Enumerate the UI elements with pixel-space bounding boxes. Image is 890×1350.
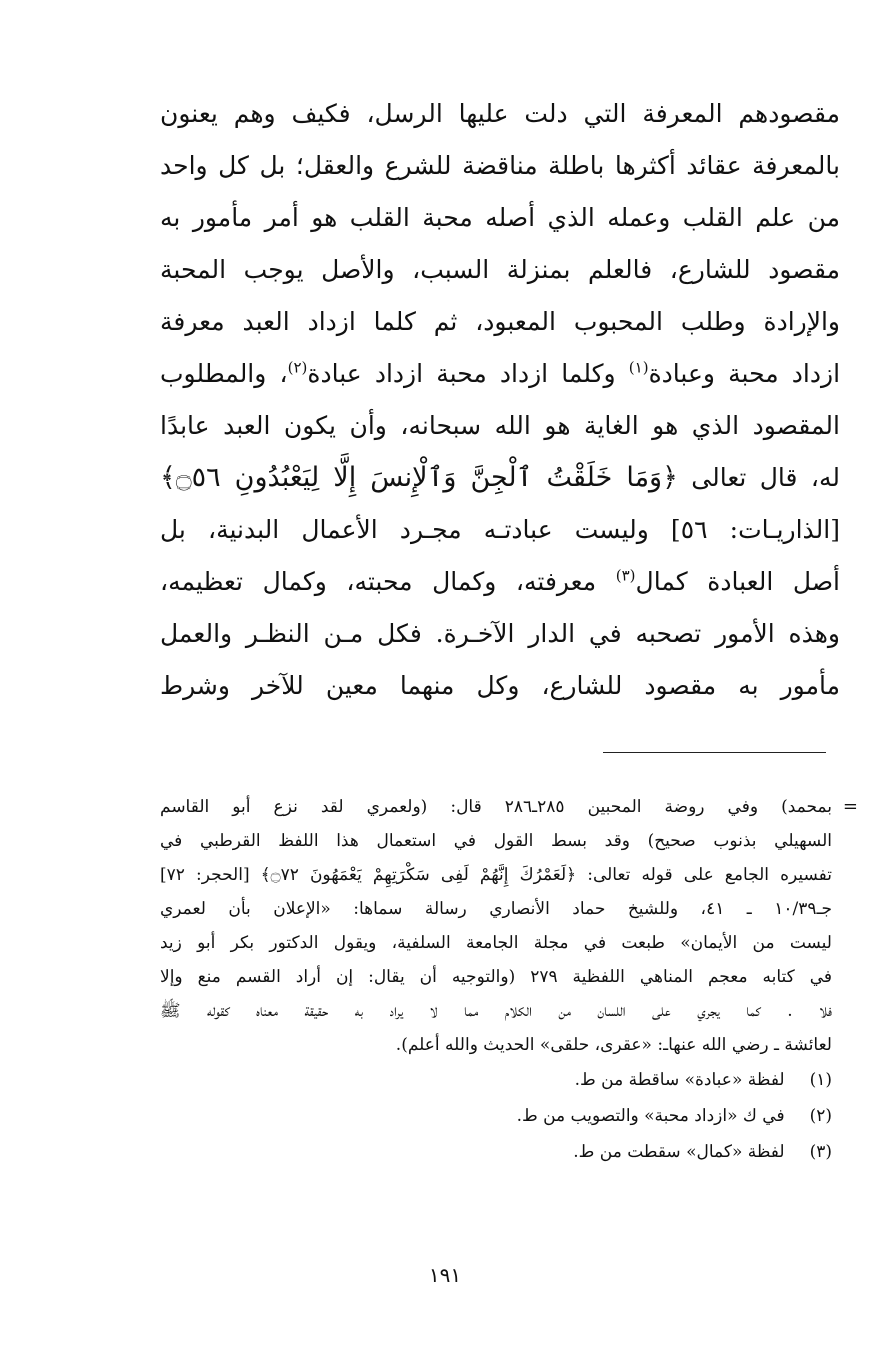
footnote-line: بمحمد) وفي روضة المحبين ٢٨٥ـ٢٨٦ قال: (ولعمري لقد نزع أبو القاسم [160, 797, 832, 817]
main-text-line [160, 452, 840, 504]
main-text-line: مقصودهم المعرفة التي دلت عليها الرسل، فكيف وهم يعنون [160, 99, 840, 128]
footnote-number: (٣) [809, 1142, 832, 1162]
main-text-block [160, 88, 840, 712]
footnote-item [160, 1098, 832, 1134]
footnote-text: لفظة «كمال» سقطت من ط. [573, 1142, 785, 1162]
footnote-text: في ك «ازداد محبة» والتصويب من ط. [516, 1106, 785, 1126]
footnote-item [160, 1134, 832, 1170]
footnote-number: (٢) [809, 1106, 832, 1126]
footnote-line: السهيلي بذنوب صحيح) وقد بسط القول في استعمال هذا اللفظ القرطبي في [160, 831, 832, 851]
footnote-line: ليست من الأيمان» طبعت في مجلة الجامعة السلفية، ويقول الدكتور بكر أبو زيد [160, 933, 832, 953]
footnote-line: في كتابه معجم المناهي اللفظية ٢٧٩ (والتوجيه أن يقال: إن أراد القسم منع وإلا [160, 967, 832, 987]
main-text-line: المقصود الذي هو الغاية هو الله سبحانه، وأن يكون العبد عابدًا [160, 411, 840, 440]
main-text-line: [الذاريـات: ٥٦] وليست عبادتـه مجـرد الأعمال البدنية، بل [160, 515, 840, 544]
footnote-marker[interactable]: (١) [628, 358, 649, 377]
footnote-line: تفسيره الجامع على قوله تعالى: ﴿لَعَمْرُكَ إِنَّهُمْ لَفِى سَكْرَتِهِمْ يَعْمَهُونَ ۝٧٢﴾ [الحجر: ٧٢] [160, 865, 832, 885]
footnote-text: لفظة «عبادة» ساقطة من ط. [574, 1070, 785, 1090]
main-text-line [160, 348, 840, 400]
text-segment: ، والمطلوب [160, 359, 288, 388]
footnote-item [160, 1062, 832, 1098]
footnote-line: فلا . كما يجري على اللسان من الكلام مما لا يراد به حقيقة معناه كقوله ﷺ [160, 1001, 832, 1021]
main-text-line: وهذه الأمور تصحبه في الدار الآخـرة. فكل مـن النظـر والعمل [160, 619, 840, 648]
text-segment: ازداد محبة وعبادة [648, 359, 840, 388]
footnote-marker[interactable]: (٣) [615, 566, 636, 585]
footnote-line: لعائشة ـ رضي الله عنهاـ: «عقرى، حلقى» الحديث والله أعلم). [395, 1035, 832, 1055]
text-segment: معرفته، وكمال محبته، وكمال تعظيمه، [160, 567, 616, 596]
footnotes-block [160, 790, 858, 1170]
main-text-line [160, 556, 840, 608]
main-text-line: والإرادة وطلب المحبوب المعبود، ثم كلما ازداد العبد معرفة [160, 307, 840, 336]
footnote-separator [603, 752, 826, 753]
footnote-marker[interactable]: (٢) [287, 358, 308, 377]
main-text-line: مقصود للشارع، فالعلم بمنزلة السبب، والأصل يوجب المحبة [160, 255, 840, 284]
main-text-line: من علم القلب وعمله الذي أصله محبة القلب هو أمر مأمور به [160, 203, 840, 232]
text-segment: أصل العبادة كمال [635, 567, 840, 596]
footnote-line: جـ١٠/٣٩ ـ ٤١، وللشيخ حماد الأنصاري رسالة سماها: «الإعلان بأن لعمري [160, 899, 832, 919]
text-segment: وكلما ازداد محبة ازداد عبادة [307, 359, 629, 388]
main-text-line: مأمور به مقصود للشارع، وكل منهما معين للآخر وشرط [160, 671, 840, 700]
page-number: ١٩١ [428, 1263, 462, 1287]
text-segment: له، قال تعالى [677, 463, 840, 492]
quran-verse: ﴿وَمَا خَلَقْتُ ٱلْجِنَّ وَٱلْإِنسَ إِلَّا لِيَعْبُدُونِ ۝٥٦﴾ [160, 462, 678, 493]
continuation-mark: = [842, 796, 858, 817]
main-text-line: بالمعرفة عقائد أكثرها باطلة مناقضة للشرع والعقل؛ بل كل واحد [160, 151, 840, 180]
footnote-number: (١) [809, 1070, 832, 1090]
